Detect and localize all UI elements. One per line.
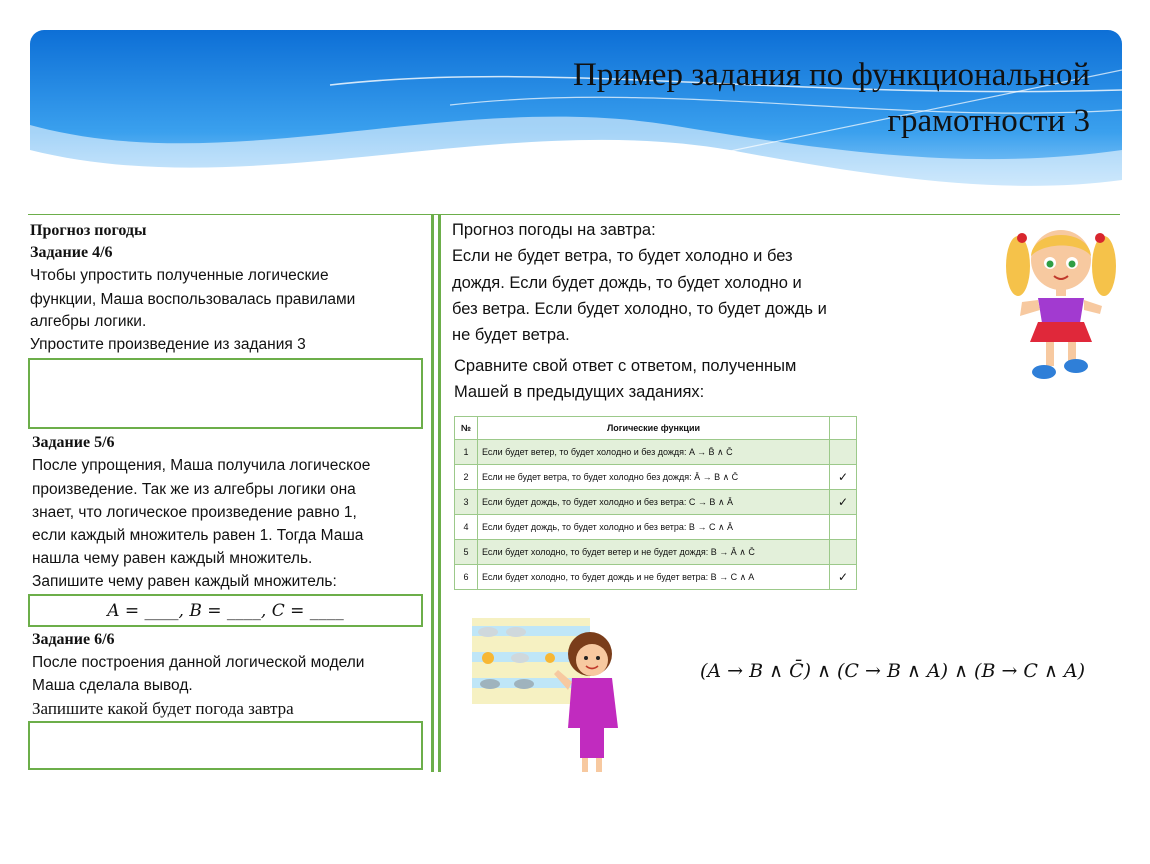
task4-line-3: алгебры логики. xyxy=(30,313,147,330)
table-cell-num: 2 xyxy=(455,465,478,490)
task6-line-2: Маша сделала вывод. xyxy=(32,677,193,694)
task6-answer-box[interactable] xyxy=(28,721,423,770)
task5-line-6: Запишите чему равен каждый множитель: xyxy=(32,573,337,590)
task5-answer-box[interactable] xyxy=(28,594,423,627)
table-row xyxy=(455,490,857,515)
cloud-icon xyxy=(511,653,529,663)
slide-title: Пример задания по функциональной грамотности 3 xyxy=(572,57,1090,139)
logic-functions-table xyxy=(454,416,857,590)
task5-line-3: знает, что логическое произведение равно 1, xyxy=(32,504,357,521)
girl-illustration xyxy=(1000,218,1122,386)
logic-expression: (A → B ∧ C̄) ∧ (C → B ∧ A) ∧ (B → C ∧ A) xyxy=(700,660,1086,682)
compare-line-1: Сравните свой ответ с ответом, полученным xyxy=(454,357,797,375)
table-cell-num: 5 xyxy=(455,540,478,565)
task4-line-2: функции, Маша воспользовалась правилами xyxy=(30,291,356,308)
forecast-line-3: дождя. Если будет дождь, то будет холодно и xyxy=(452,274,802,292)
table-cell-check xyxy=(830,540,857,565)
rain-cloud-icon xyxy=(480,679,500,689)
task6-prompt: Запишите какой будет погода завтра xyxy=(32,699,294,718)
task6-label: Задание 6/6 xyxy=(32,631,115,648)
task5-line-5: нашла чему равен каждый множитель. xyxy=(32,550,313,567)
table-cell-func: Если не будет ветра, то будет холодно без дождя: Ā → B ∧ C̄ xyxy=(478,465,830,490)
table-cell-num: 3 xyxy=(455,490,478,515)
table-cell-func: Если будет холодно, то будет дождь и не будет ветра: B → C ∧ A xyxy=(478,565,830,590)
column-divider-right xyxy=(438,214,441,772)
table-cell-check xyxy=(830,515,857,540)
task5-line-1: После упрощения, Маша получила логическое xyxy=(32,457,371,474)
forecast-line-2: Если не будет ветра, то будет холодно и без xyxy=(452,247,793,265)
table-cell-check xyxy=(830,440,857,465)
table-cell-check: ✓ xyxy=(830,565,857,590)
table-cell-num: 1 xyxy=(455,440,478,465)
task4-line-4: Упростите произведение из задания 3 xyxy=(30,336,306,353)
task5-label: Задание 5/6 xyxy=(32,434,115,451)
task4-line-1: Чтобы упростить полученные логические xyxy=(30,267,329,284)
table-row xyxy=(455,515,857,540)
table-row xyxy=(455,440,857,465)
table-cell-func: Если будет дождь, то будет холодно и без ветра: C → B ∧ Ā xyxy=(478,490,830,515)
weather-teacher-illustration xyxy=(472,616,642,772)
weather-heading: Прогноз погоды xyxy=(30,222,147,239)
compare-line-2: Машей в предыдущих заданиях: xyxy=(454,383,705,401)
table-cell-func: Если будет дождь, то будет холодно и без ветра: B → C ∧ Ā xyxy=(478,515,830,540)
table-cell-num: 6 xyxy=(455,565,478,590)
table-cell-num: 4 xyxy=(455,515,478,540)
table-header-check xyxy=(830,417,857,440)
table-cell-check: ✓ xyxy=(830,490,857,515)
table-row xyxy=(455,465,857,490)
task4-label: Задание 4/6 xyxy=(30,244,113,261)
task6-line-1: После построения данной логической модели xyxy=(32,654,365,671)
sun-icon xyxy=(482,652,494,664)
task4-answer-box[interactable] xyxy=(28,358,423,429)
table-header-func: Логические функции xyxy=(478,417,830,440)
table-row xyxy=(455,565,857,590)
table-row xyxy=(455,540,857,565)
table-header-row xyxy=(455,417,857,440)
forecast-line-5: не будет ветра. xyxy=(452,326,570,344)
cloud-icon xyxy=(478,627,498,637)
forecast-line-4: без ветра. Если будет холодно, то будет дождь и xyxy=(452,300,827,318)
forecast-line-1: Прогноз погоды на завтра: xyxy=(452,221,656,239)
table-cell-check: ✓ xyxy=(830,465,857,490)
task5-answer-template: A = ____, B = ____, C = ____ xyxy=(107,601,344,621)
table-cell-func: Если будет ветер, то будет холодно и без дождя: A → B̄ ∧ C̄ xyxy=(478,440,830,465)
cloud-icon xyxy=(506,627,526,637)
table-cell-func: Если будет холодно, то будет ветер и не будет дождя: B → Ā ∧ C̄ xyxy=(478,540,830,565)
task5-line-2: произведение. Так же из алгебры логики она xyxy=(32,481,356,498)
table-header-num: № xyxy=(455,417,478,440)
storm-cloud-icon xyxy=(514,679,534,689)
task5-line-4: если каждый множитель равен 1. Тогда Маша xyxy=(32,527,364,544)
top-divider-line xyxy=(28,214,1120,215)
column-divider-left xyxy=(431,214,434,772)
sun-icon xyxy=(545,653,555,663)
